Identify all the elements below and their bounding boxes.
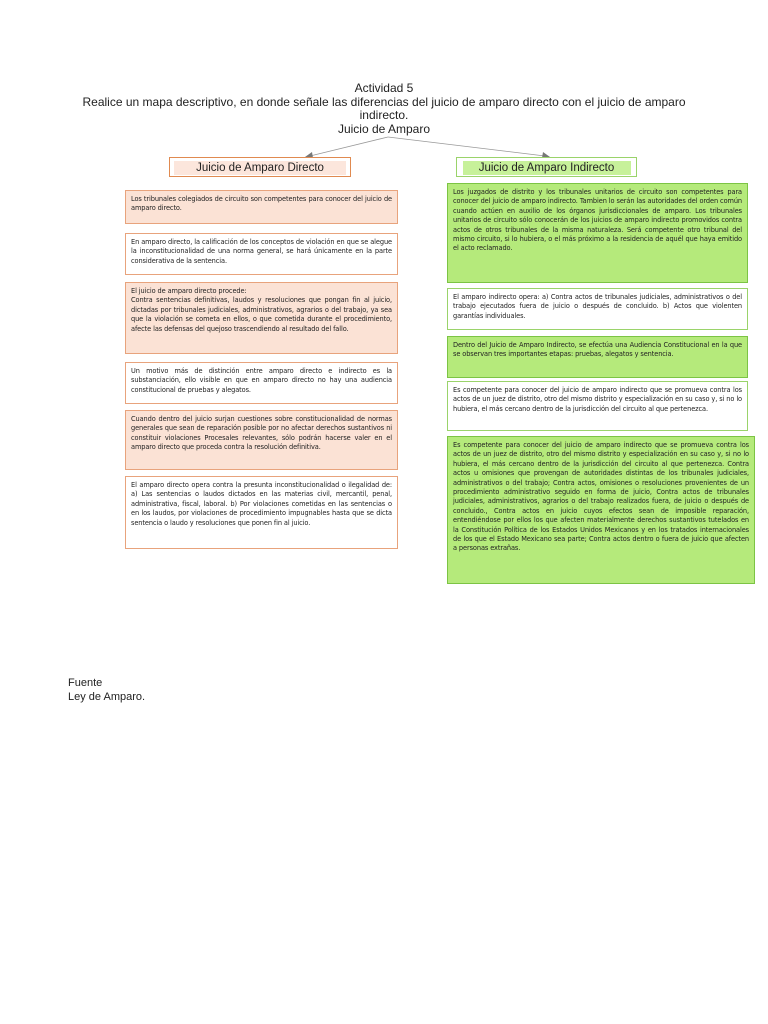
activity-title: Actividad 5 [354,81,414,95]
direct-box-opera: El amparo directo opera contra la presunta inconstitucionalidad o ilegalidad de: a) Las sentencias o laudos dictados en las materias civil, mercantil, penal, administrativa, fiscal, laboral. b) Por violaciones cometidas en las sentencias o en los laudos, por violaciones de procedimiento impugnables hasta que se dicta sentencia o laudo y resoluciones que ponen fin al juicio. [125,476,398,549]
direct-box-substanciacion: Un motivo más de distinción entre amparo directo e indirecto es la substanciación, ello visible en que en amparo directo no hay una audiencia constitucional de pruebas y alegatos. [125,362,398,404]
source-reference: Ley de Amparo. [68,691,146,703]
root-node-label: Juicio de Amparo [337,122,431,136]
indirect-box-actos: Es competente para conocer del juicio de amparo indirecto que se promueva contra los actos de un juez de distrito, otro del mismo distrito y especialización en su caso y, si no lo hubiera, el más cercano dentro de la jurisdicción del circuito al que pertenezca. Contra actos u omisiones que provengan de autoridades distintas de los tribunales judiciales, administrativos o del trabajo; Contra actos, omisiones o resoluciones provenientes de un procedimiento administrativo seguido en forma de juicio, Contra actos de tribunales judiciales, administrativos, agrarios o del trabajo realizados fuera, de juicio o después de concluido., Contra actos en juicio cuyos efectos sean de imposible reparación, entendiéndose por ellos los que afecten materialmente derechos sustantivos tutelados en la Constitución Política de los Estados Unidos Mexicanos y en los tratados internacionales de los que el Estado Mexicano sea parte; Contra actos dentro o fuera de juicio que afecten a personas extrañas. [447,436,755,584]
source-label: Fuente [68,677,103,689]
direct-box-procede [125,282,398,354]
instructions-line: Realice un mapa descriptivo, en donde señale las diferencias del juicio de amparo directo con el juicio de amparo [82,95,686,109]
indirect-box-juez-distrito: Es competente para conocer del juicio de amparo indirecto que se promueva contra los actos de un juez de distrito, otro del mismo distrito y especialización en su caso y, si no lo hubiera, el más cercano dentro de la jurisdicción del circuito al que pertenezca. [447,381,748,431]
connector-right [388,137,545,156]
direct-amparo-title [169,157,351,177]
direct-amparo-title-text: Juicio de Amparo Directo [174,161,346,175]
direct-procede-text: Contra sentencias definitivas, laudos y resoluciones que pongan fin al juicio, dictadas por tribunales judiciales, administrativos, agrarios o del trabajo, ya sea que la violación se cometa en ellos, o que cometida durante el procedimiento, afecte las defensas del quejoso trascendiendo al resultado del fallo. [131,296,392,333]
direct-box-violations: En amparo directo, la calificación de los conceptos de violación en que se alegue la inconstitucionalidad de una norma general, se hará únicamente en la parte considerativa de la sentencia. [125,233,398,275]
indirect-box-audiencia: Dentro del Juicio de Amparo Indirecto, se efectúa una Audiencia Constitucional en la que se observan tres importantes etapas: pruebas, alegatos y sentencia. [447,336,748,378]
indirect-box-competence: Los juzgados de distrito y los tribunales unitarios de circuito son competentes para conocer del juicio de amparo indirecto. Tambien lo serán las autoridades del orden común cuando actúen en auxilio de los órganos jurisdiccionales de amparo. Los tribunales unitarios de circuito sólo conocerán de los juicios de amparo indirecto promovidos contra actos de otros tribunales de la misma naturaleza. Será competente otro tribunal del mismo circuito, si lo hubiera, o el más próximo a la residencia de aquél que haya emitido el acto reclamado. [447,183,748,283]
direct-procede-heading: El juicio de amparo directo procede: [131,287,247,295]
indirect-box-opera: El amparo indirecto opera: a) Contra actos de tribunales judiciales, administrativos o del trabajo ejecutados fuera de juicio o después de concluido. b) Actos que violenten garantías individuales. [447,288,748,330]
direct-box-constitucionalidad: Cuando dentro del juicio surjan cuestiones sobre constitucionalidad de normas generales que sean de reparación posible por no afectar derechos sustantivos ni constituir violaciones Procesales relevantes, sólo podrán hacerse valer en el amparo directo que proceda contra la resolución definitiva. [125,410,398,470]
connector-left [310,137,388,156]
indirect-amparo-title-text: Juicio de Amparo Indirecto [463,161,631,175]
direct-box-competence: Los tribunales colegiados de circuito son competentes para conocer del juicio de amparo directo. [125,190,398,224]
instructions-continuation: indirecto. [359,108,409,122]
indirect-amparo-title [456,157,637,177]
